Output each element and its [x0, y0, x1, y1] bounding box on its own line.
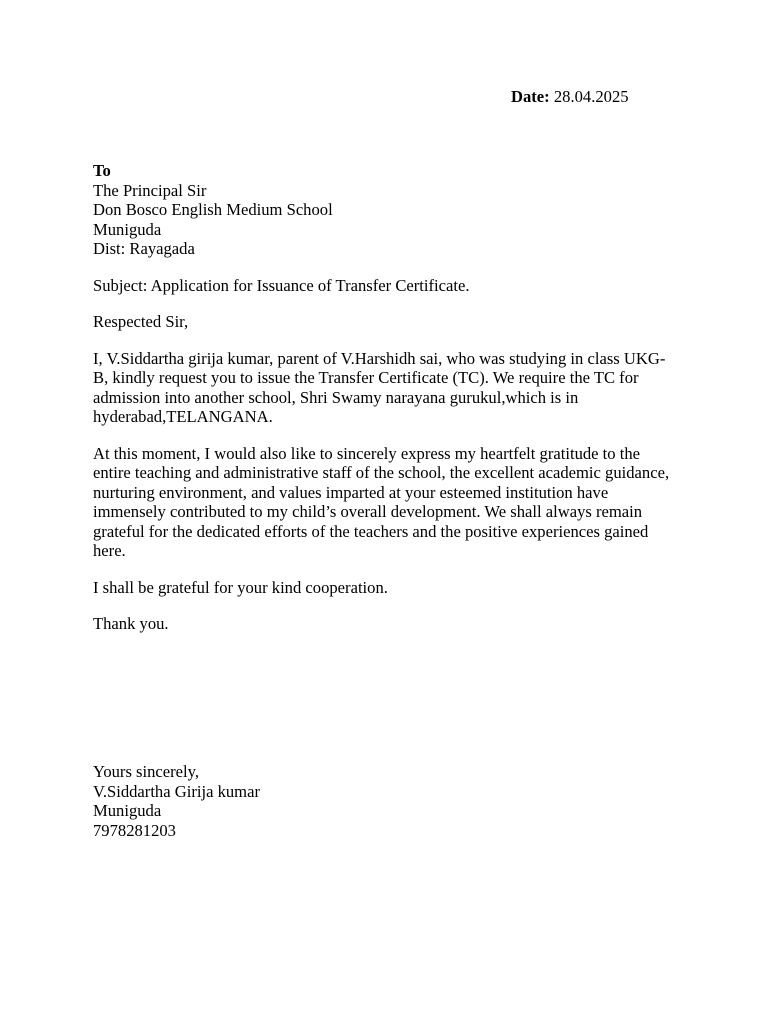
body-paragraph: I shall be grateful for your kind cooperation.: [93, 577, 388, 597]
salutation: Respected Sir,: [93, 312, 189, 331]
signature-block: [93, 762, 260, 840]
recipient-line: Don Bosco English Medium School: [93, 200, 333, 219]
sender-name: V.Siddartha Girija kumar: [93, 781, 260, 801]
recipient-line: The Principal Sir: [93, 180, 207, 200]
sender-place: Muniguda: [93, 801, 162, 820]
date-line: [511, 87, 629, 107]
body-paragraph: I, V.Siddartha girija kumar, parent of V.Harshidh sai, who was studying in class UKG-B, kindly request you to issue the Transfer Certificate (TC). We require the TC for admission into another school, Shri Swamy narayana gurukul,which is in hyderabad,TELANGANA.: [93, 348, 666, 426]
date-value: 28.04.2025: [553, 87, 629, 106]
to-label: To: [93, 161, 111, 180]
thank-you-line: Thank you.: [93, 614, 169, 633]
subject-line: Subject: Application for Issuance of Transfer Certificate.: [93, 275, 470, 295]
letter-body: [93, 161, 678, 634]
closing-line: Yours sincerely,: [93, 762, 200, 781]
body-paragraph: At this moment, I would also like to sincerely express my heartfelt gratitude to the entire teaching and administrative staff of the school, the excellent academic guidance, nurturing environment, and values imparted at your esteemed institution have immensely contributed to my child’s overall development. We shall always remain grateful for the dedicated efforts of the teachers and the positive experiences gained here.: [93, 443, 670, 560]
recipient-block: [93, 161, 678, 259]
date-label: Date:: [511, 87, 550, 106]
recipient-line: Dist: Rayagada: [93, 239, 195, 258]
sender-phone: 7978281203: [93, 820, 176, 840]
recipient-line: Muniguda: [93, 219, 162, 239]
